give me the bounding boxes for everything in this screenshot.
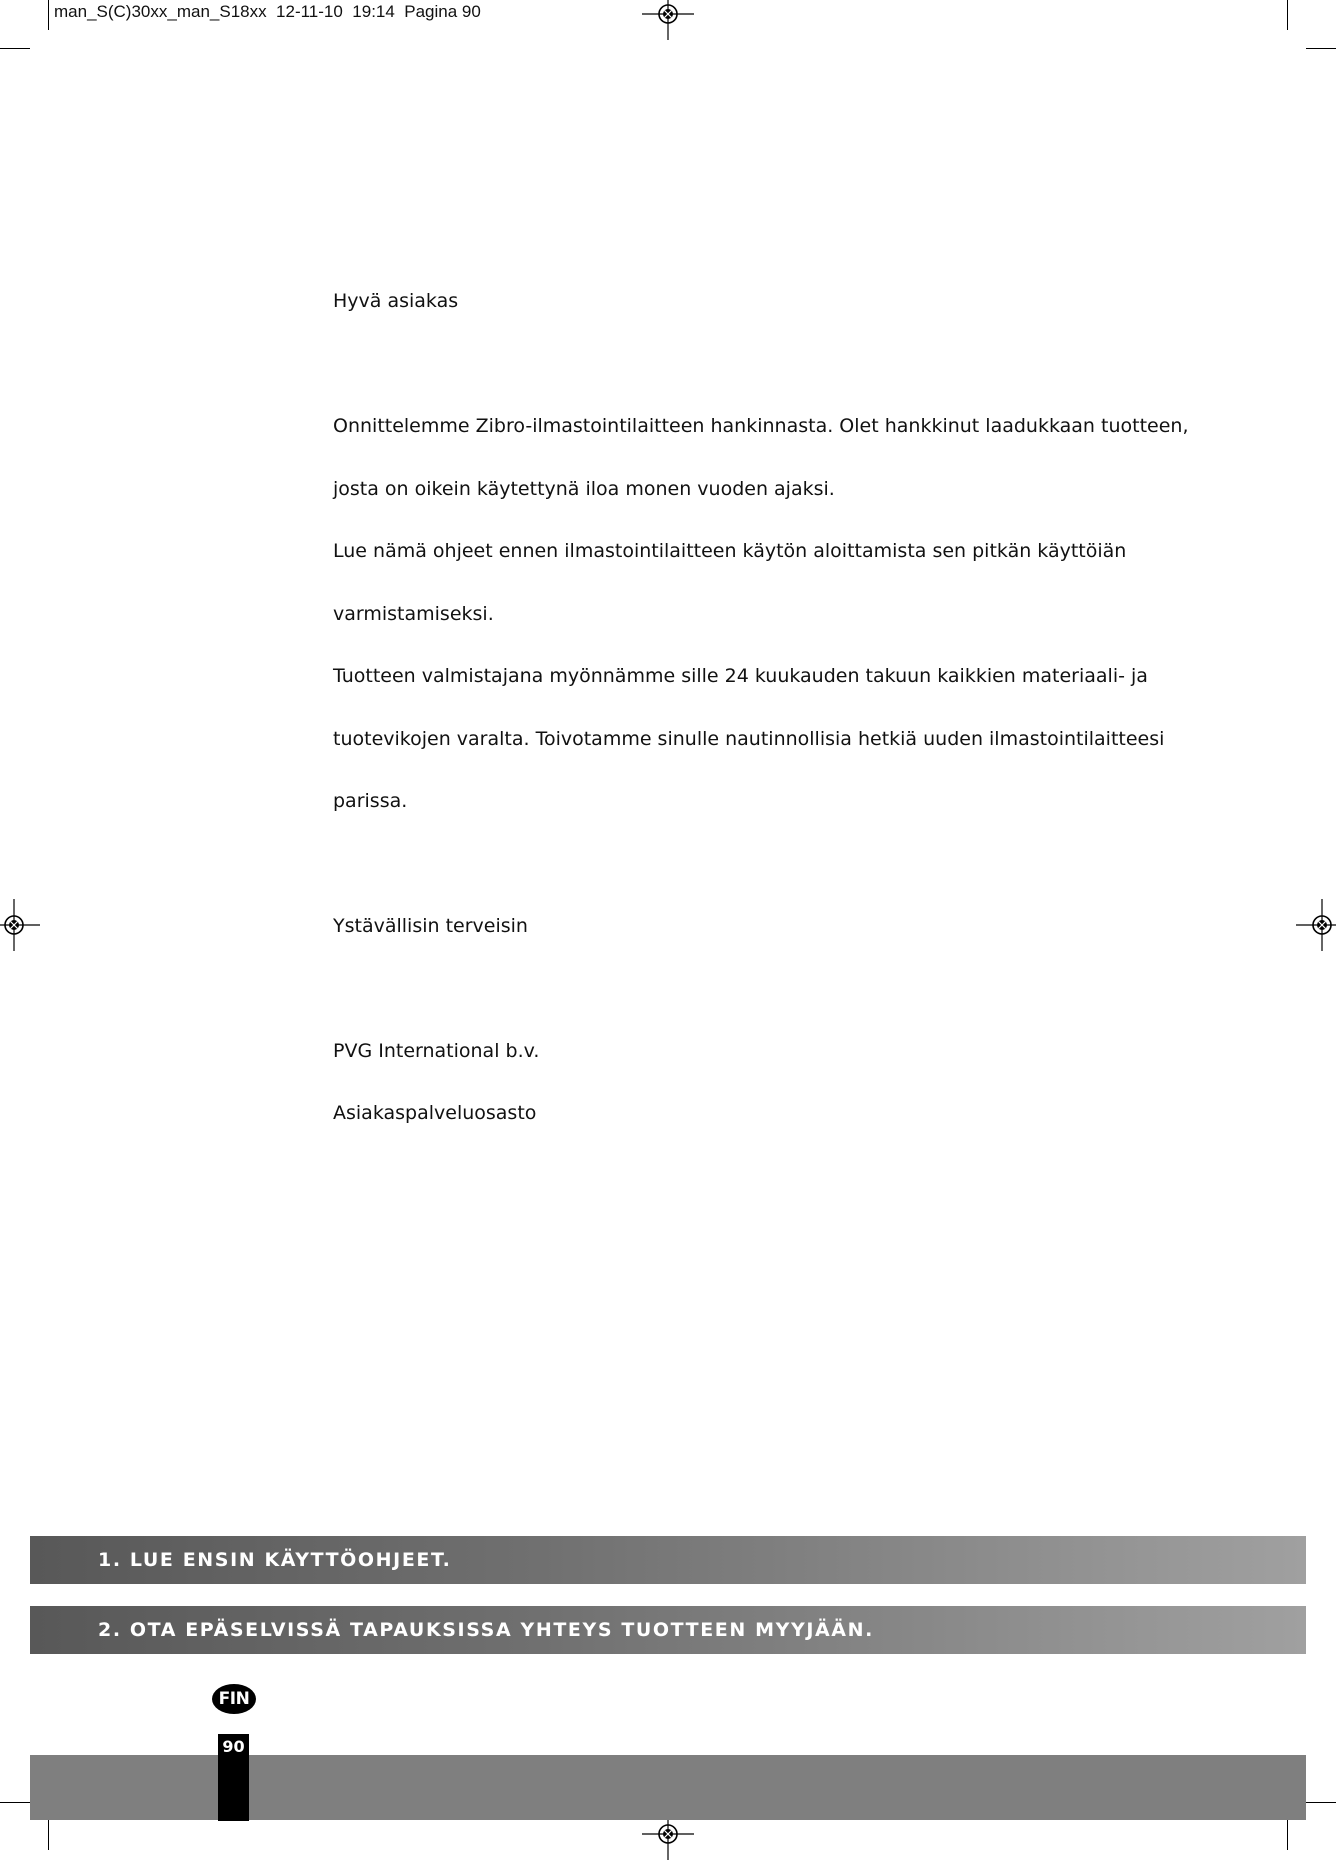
letter-line: Onnittelemme Zibro-ilmastointilaitteen hankinnasta. Olet hankkinut laadukkaan tuotteen, [333, 415, 1189, 437]
letter-line: tuotevikojen varalta. Toivotamme sinulle nautinnollisia hetkiä uuden ilmastointilaitteesi [333, 728, 1165, 750]
crop-mark-top-left-horizontal [0, 48, 30, 49]
page-number: 90 [222, 1737, 245, 1756]
notice-text: 1. LUE ENSIN KÄYTTÖOHJEET. [98, 1549, 452, 1571]
notice-text: 2. OTA EPÄSELVISSÄ TAPAUKSISSA YHTEYS TUOTTEEN MYYJÄÄN. [98, 1619, 874, 1641]
crop-mark-top-right-vertical [1287, 0, 1288, 30]
letter-line: varmistamiseksi. [333, 603, 494, 625]
language-badge: FIN [212, 1684, 256, 1714]
letter-line: Tuotteen valmistajana myönnämme sille 24 kuukauden takuun kaikkien materiaali- ja [333, 665, 1148, 687]
print-slug: man_S(C)30xx_man_S18xx 12-11-10 19:14 Pagina 90 [54, 2, 481, 21]
letter-line: parissa. [333, 790, 408, 812]
registration-mark-left [0, 899, 40, 951]
greeting: Hyvä asiakas [333, 290, 459, 312]
crop-mark-bottom-left-horizontal [0, 1802, 30, 1803]
registration-mark-right [1296, 899, 1336, 951]
company-name: PVG International b.v. [333, 1040, 540, 1062]
letter-line: Lue nämä ohjeet ennen ilmastointilaitteen käytön aloittamista sen pitkän käyttöiän [333, 540, 1127, 562]
crop-mark-bottom-right-vertical [1287, 1820, 1288, 1850]
registration-mark-top [642, 0, 694, 40]
crop-mark-top-left-vertical [48, 0, 49, 30]
notice-band-2 [30, 1606, 1306, 1654]
department-name: Asiakaspalveluosasto [333, 1102, 537, 1124]
page-number-tab [218, 1734, 249, 1821]
crop-mark-top-right-horizontal [1306, 48, 1336, 49]
crop-mark-bottom-right-horizontal [1306, 1802, 1336, 1803]
letter-line: josta on oikein käytettynä iloa monen vuoden ajaksi. [333, 478, 835, 500]
notice-band-1 [30, 1536, 1306, 1584]
crop-mark-bottom-left-vertical [48, 1820, 49, 1850]
closing: Ystävällisin terveisin [333, 915, 528, 937]
